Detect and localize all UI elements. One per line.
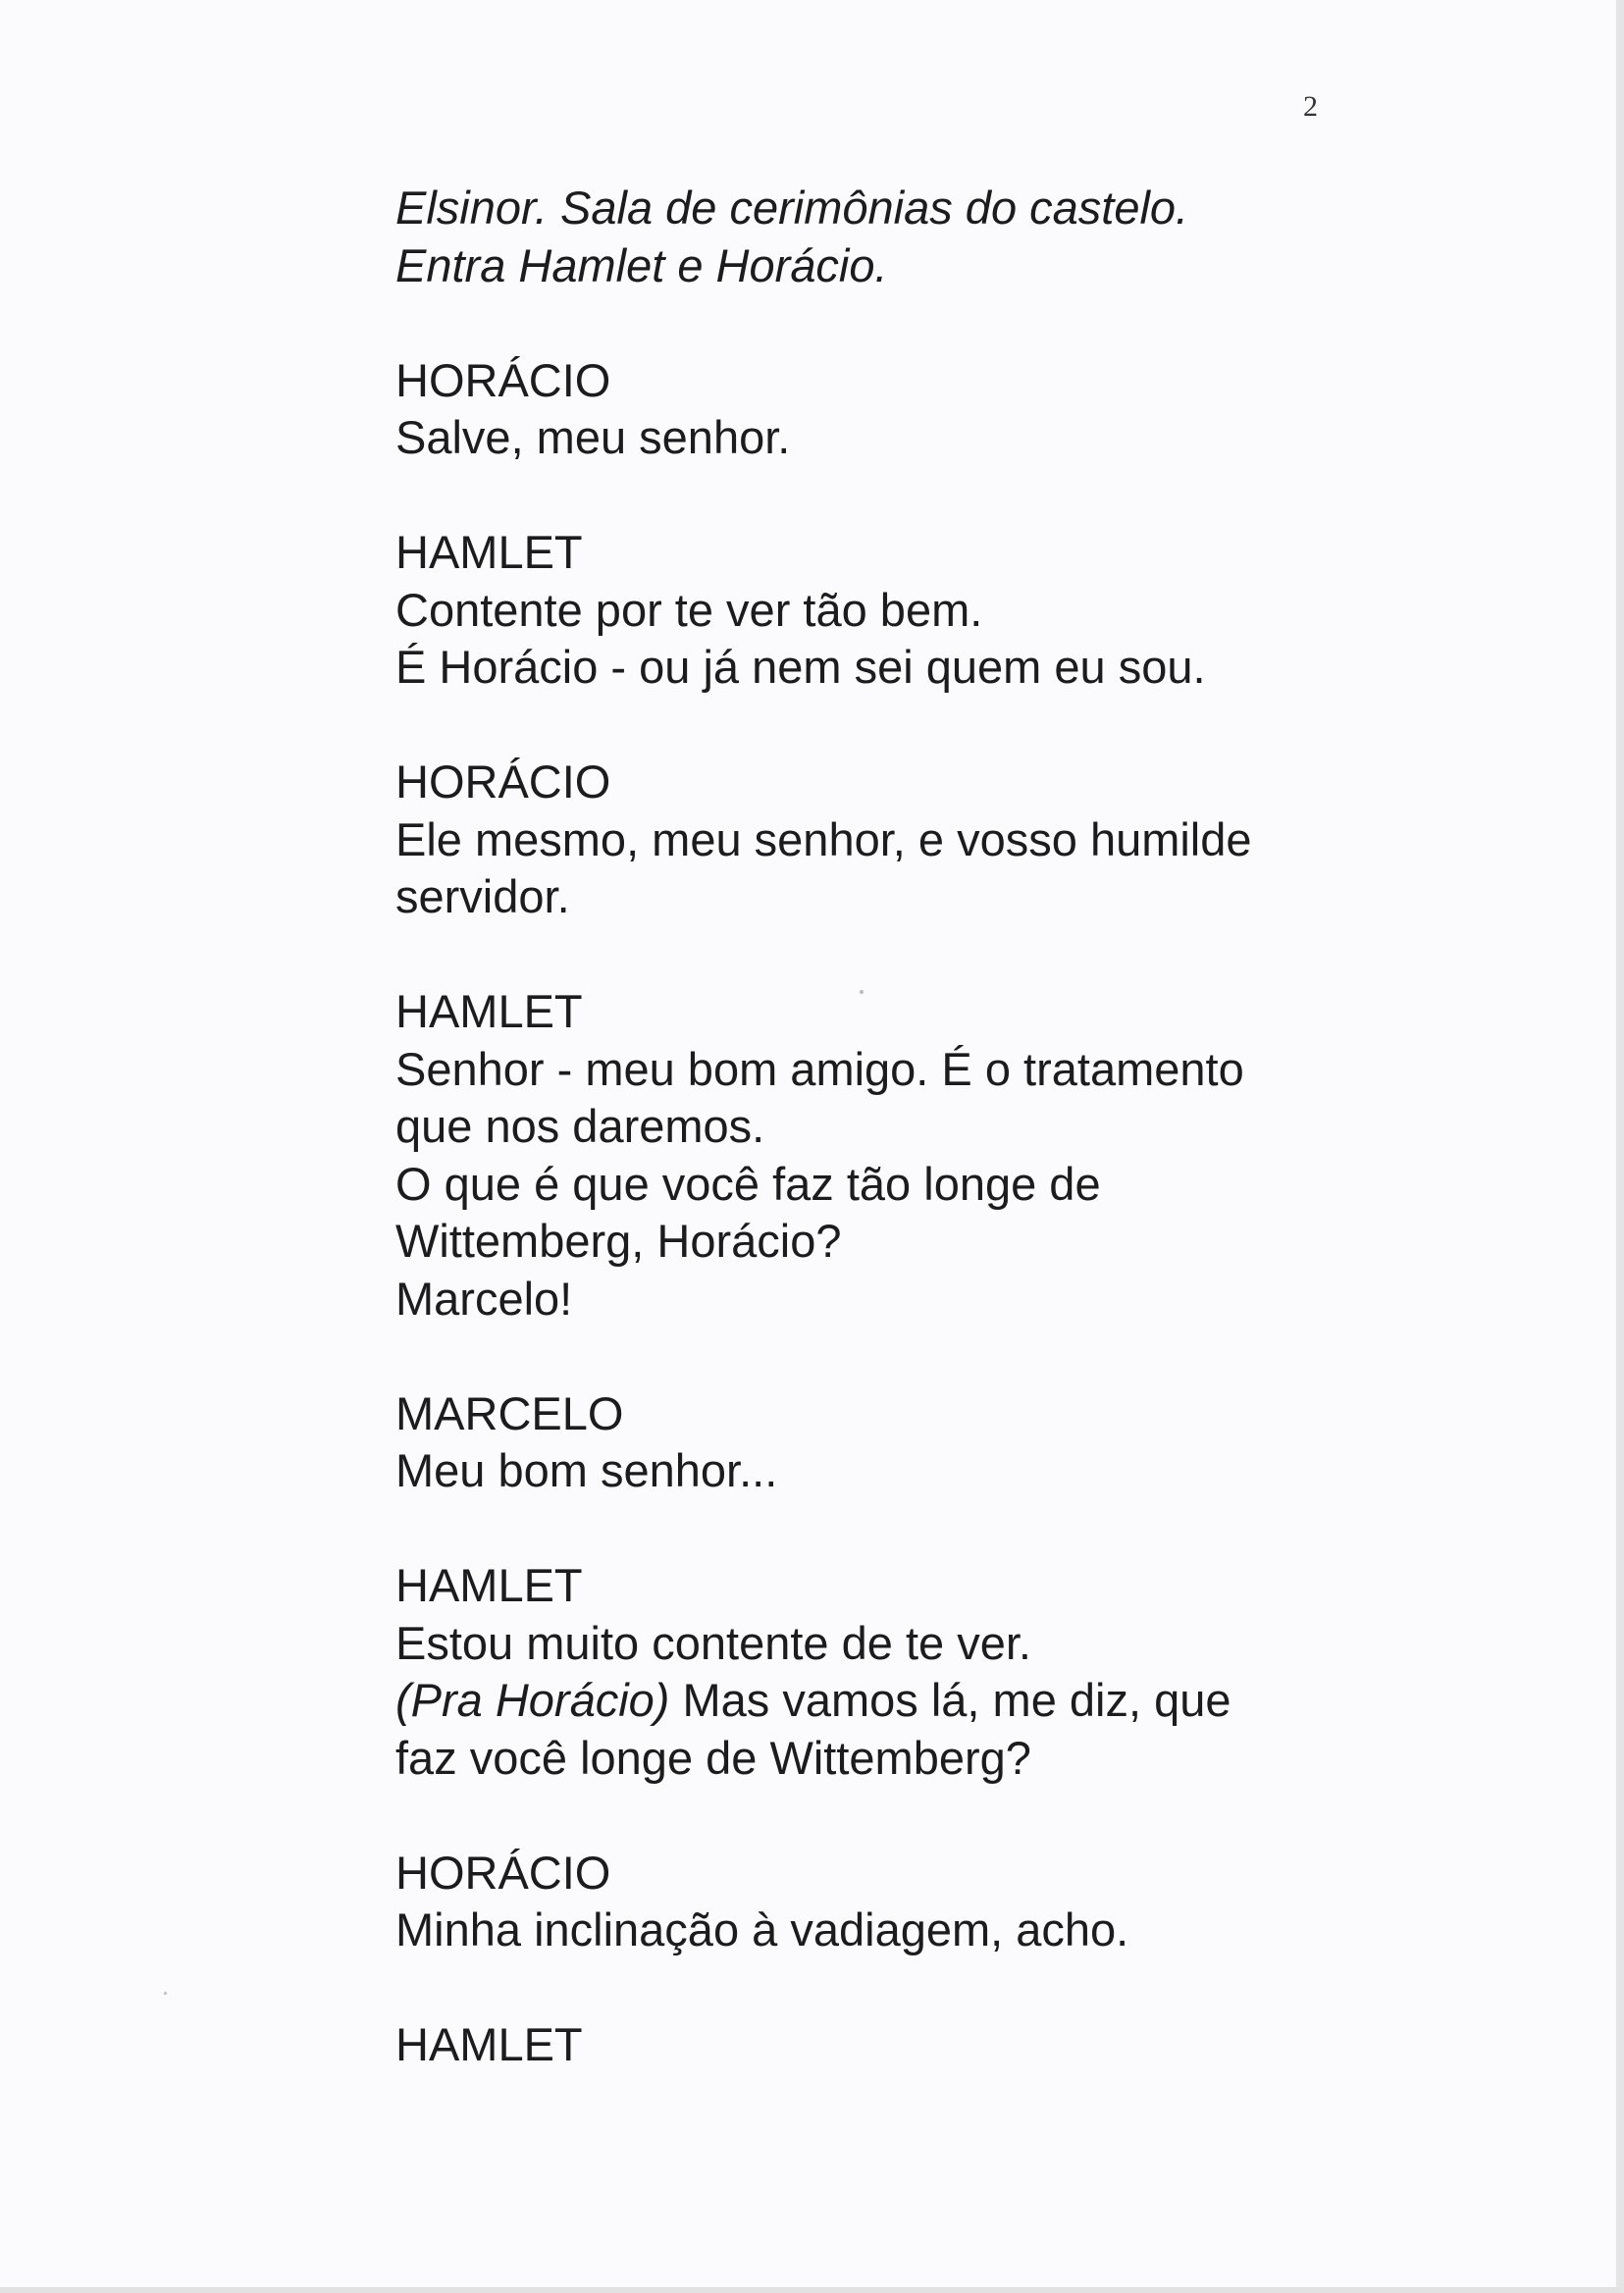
dialogue-line: faz você longe de Wittemberg?	[395, 1731, 1031, 1784]
speaker-name: HAMLET	[395, 1559, 583, 1611]
paper-speck	[164, 1992, 167, 1995]
dialogue-block	[395, 1385, 1377, 1500]
dialogue-line: Minha inclinação à vadiagem, acho.	[395, 1903, 1129, 1955]
script-text	[395, 180, 1377, 2074]
speaker-name: HAMLET	[395, 985, 583, 1037]
speaker-name: HAMLET	[395, 526, 583, 578]
dialogue-line: Ele mesmo, meu senhor, e vosso humilde	[395, 812, 1252, 865]
dialogue-line: Meu bom senhor...	[395, 1444, 778, 1496]
speaker-name: HORÁCIO	[395, 756, 611, 808]
dialogue-line: Wittemberg, Horácio?	[395, 1215, 842, 1267]
dialogue-line: servidor.	[395, 870, 570, 922]
dialogue-block	[395, 1845, 1377, 1959]
dialogue-block	[395, 1557, 1377, 1787]
dialogue-line: Salve, meu senhor.	[395, 411, 791, 463]
stage-direction-line: Elsinor. Sala de cerimônias do castelo.	[395, 182, 1189, 234]
dialogue-line: É Horácio - ou já nem sei quem eu sou.	[395, 641, 1206, 693]
dialogue-line: Marcelo!	[395, 1272, 573, 1325]
inline-stage-direction: (Pra Horácio)	[395, 1674, 670, 1726]
dialogue-line: Contente por te ver tão bem.	[395, 583, 983, 636]
dialogue-block	[395, 754, 1377, 926]
dialogue-line: Estou muito contente de te ver.	[395, 1616, 1031, 1669]
dialogue-line-text: Mas vamos lá, me diz, que	[669, 1674, 1231, 1726]
dialogue-line: Senhor - meu bom amigo. É o tratamento	[395, 1042, 1244, 1095]
stage-direction-line: Entra Hamlet e Horácio.	[395, 238, 888, 291]
dialogue-line	[395, 1672, 1377, 1730]
stage-direction	[395, 180, 1377, 294]
dialogue-block	[395, 2016, 1377, 2074]
dialogue-line: que nos daremos.	[395, 1100, 765, 1152]
speaker-name: HORÁCIO	[395, 1846, 611, 1899]
speaker-name: HORÁCIO	[395, 353, 611, 406]
page-number: 2	[1303, 90, 1318, 123]
dialogue-block	[395, 983, 1377, 1328]
dialogue-block	[395, 524, 1377, 697]
dialogue-block	[395, 352, 1377, 467]
speaker-name: MARCELO	[395, 1386, 624, 1439]
speaker-name: HAMLET	[395, 2018, 583, 2070]
dialogue-line: O que é que você faz tão longe de	[395, 1157, 1101, 1210]
